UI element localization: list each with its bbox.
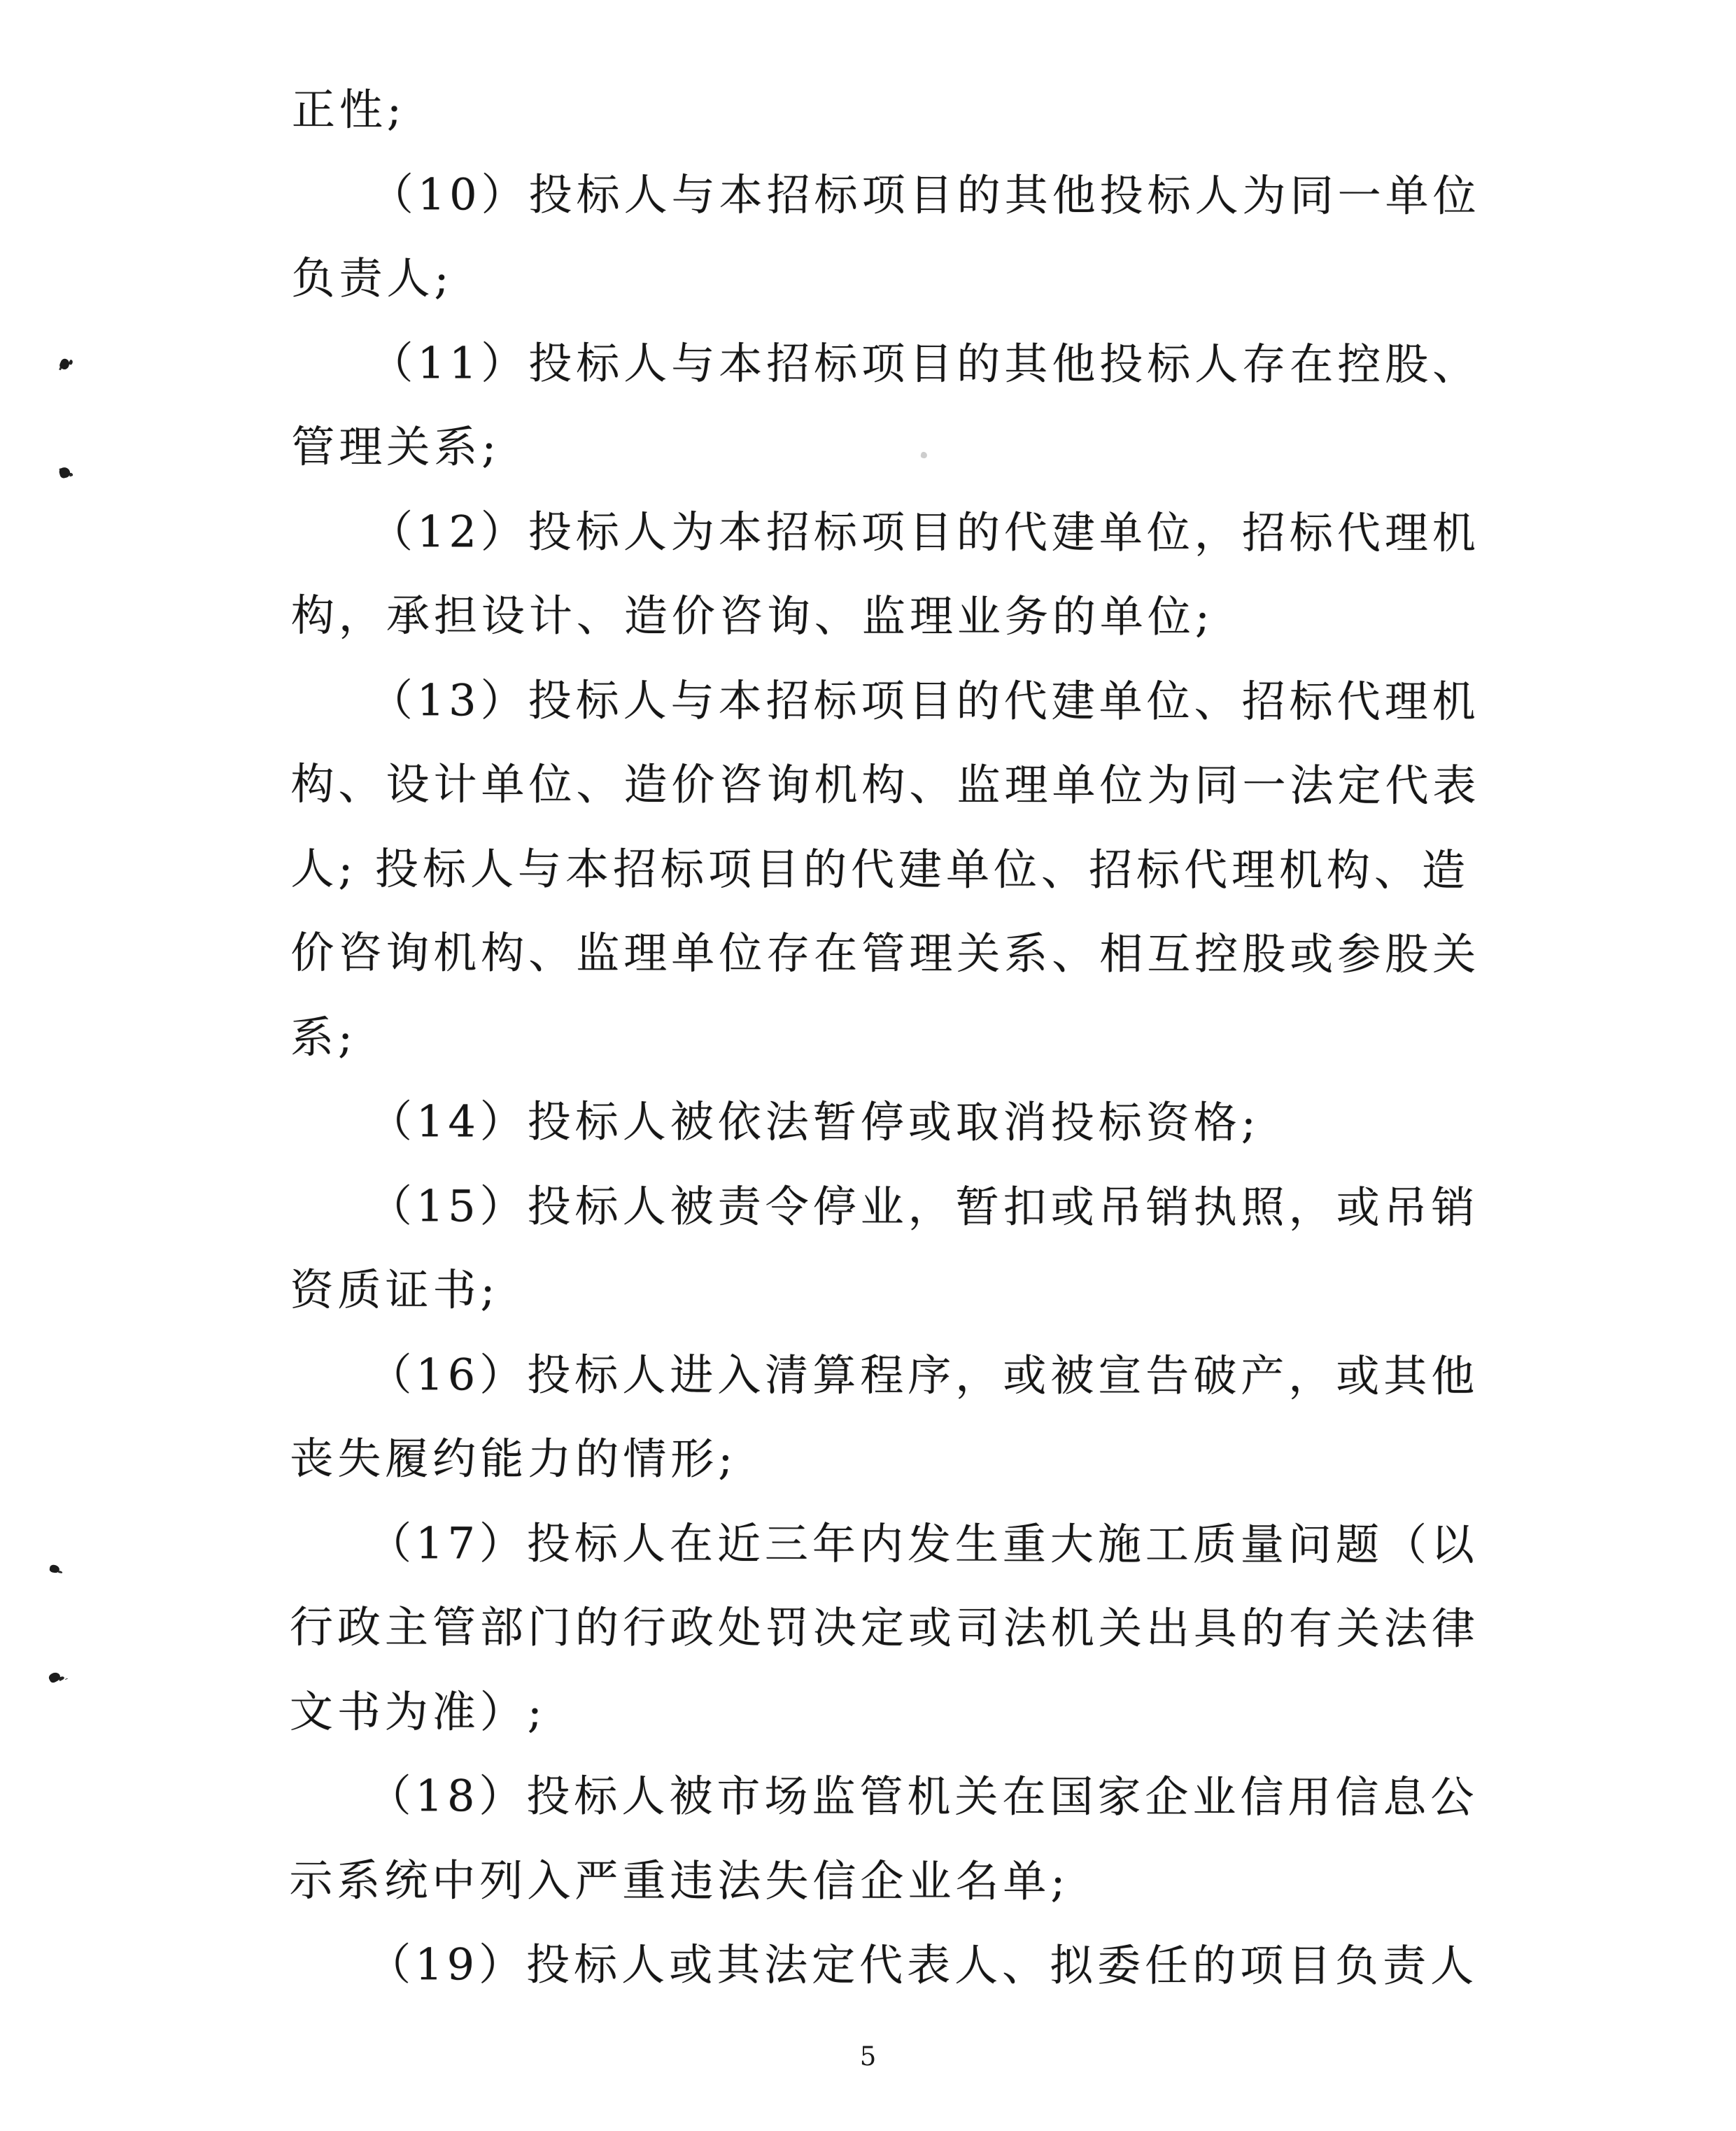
text-line: 人; 投标人与本招标项目的代建单位、招标代理机构、造 xyxy=(290,842,1470,895)
text-line: 正性; xyxy=(291,83,406,136)
text-line: 负责人; xyxy=(291,252,453,304)
text-line: 构，承担设计、造价咨询、监理业务的单位; xyxy=(290,589,1214,642)
text-line: 构、设计单位、造价咨询机构、监理单位为同一法定代表 xyxy=(290,758,1481,812)
text-line: 示系统中列入严重违法失信企业名单; xyxy=(289,1854,1070,1907)
text-line-clause-18: （18）投标人被市场监管机关在国家企业信用信息公 xyxy=(367,1770,1479,1823)
text-line: 系; xyxy=(290,1011,358,1063)
text-line: 资质证书; xyxy=(290,1263,500,1316)
text-line: 管理关系; xyxy=(291,420,501,473)
text-line: 文书为准）; xyxy=(289,1685,546,1738)
ink-speck xyxy=(58,466,71,479)
ink-speck xyxy=(49,1564,60,1573)
page-number: 5 xyxy=(859,2041,877,2072)
text-line-clause-16: （16）投标人进入清算程序，或被宣告破产，或其他 xyxy=(368,1348,1479,1401)
ink-speck xyxy=(48,1671,62,1684)
text-line-clause-19: （19）投标人或其法定代表人、拟委任的项目负责人 xyxy=(367,1939,1479,1992)
text-line-clause-17: （17）投标人在近三年内发生重大施工质量问题（以 xyxy=(368,1517,1479,1570)
text-line-clause-13: （13）投标人与本招标项目的代建单位、招标代理机 xyxy=(369,674,1480,727)
ink-speck xyxy=(59,357,71,371)
text-line: 丧失履约能力的情形; xyxy=(290,1432,738,1485)
text-line-clause-15: （15）投标人被责令停业，暂扣或吊销执照，或吊销 xyxy=(368,1180,1479,1233)
text-line-clause-10: （10）投标人与本招标项目的其他投标人为同一单位 xyxy=(369,168,1481,221)
text-line: 价咨询机构、监理单位存在管理关系、相互控股或参股关 xyxy=(290,926,1481,980)
text-line-clause-12: （12）投标人为本招标项目的代建单位，招标代理机 xyxy=(369,505,1481,558)
text-line-clause-14: （14）投标人被依法暂停或取消投标资格; xyxy=(368,1096,1260,1148)
document-text xyxy=(289,68,1481,2009)
text-line: 行政主管部门的行政处罚决定或司法机关出具的有关法律 xyxy=(289,1601,1479,1655)
text-line-clause-11: （11）投标人与本招标项目的其他投标人存在控股、 xyxy=(369,337,1481,390)
